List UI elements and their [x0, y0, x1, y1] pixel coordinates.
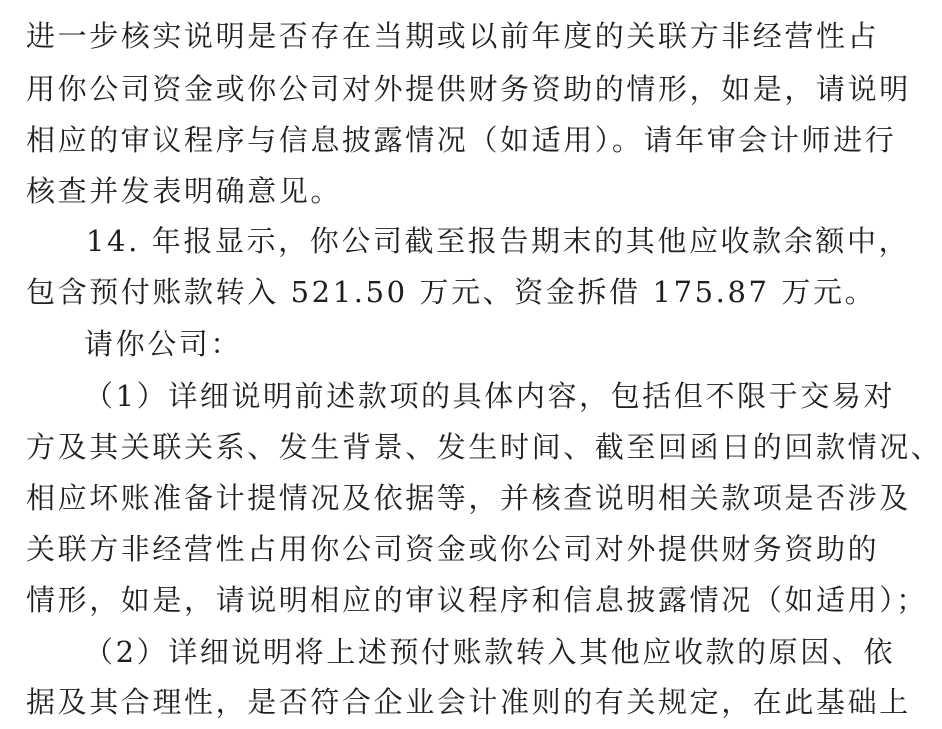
text-line: 据及其合理性，是否符合企业会计准则的有关规定，在此基础上	[26, 685, 911, 719]
text-line: 相应的审议程序与信息披露情况（如适用）。请年审会计师进行	[26, 123, 897, 157]
text-line: 情形，如是，请说明相应的审议程序和信息披露情况（如适用）；	[26, 583, 928, 617]
sub-item-2-line: （2）详细说明将上述预付账款转入其他应收款的原因、依	[84, 635, 896, 669]
text-line: 进一步核实说明是否存在当期或以前年度的关联方非经营性占	[26, 19, 880, 53]
text-line: 方及其关联关系、发生背景、发生时间、截至回函日的回款情况、	[26, 430, 942, 464]
sub-item-1-line: （1）详细说明前述款项的具体内容，包括但不限于交易对	[84, 379, 896, 413]
text-line: 相应坏账准备计提情况及依据等，并核查说明相关款项是否涉及	[26, 481, 911, 515]
text-line: 核查并发表明确意见。	[26, 174, 343, 208]
text-line: 关联方非经营性占用你公司资金或你公司对外提供财务资助的	[26, 532, 880, 566]
item-14-heading-line: 14. 年报显示，你公司截至报告期末的其他应收款余额中，	[86, 224, 911, 258]
text-line: 包含预付账款转入 521.50 万元、资金拆借 175.87 万元。	[26, 275, 877, 309]
request-heading: 请你公司：	[84, 327, 243, 361]
text-line: 用你公司资金或你公司对外提供财务资助的情形，如是，请说明	[26, 72, 911, 106]
